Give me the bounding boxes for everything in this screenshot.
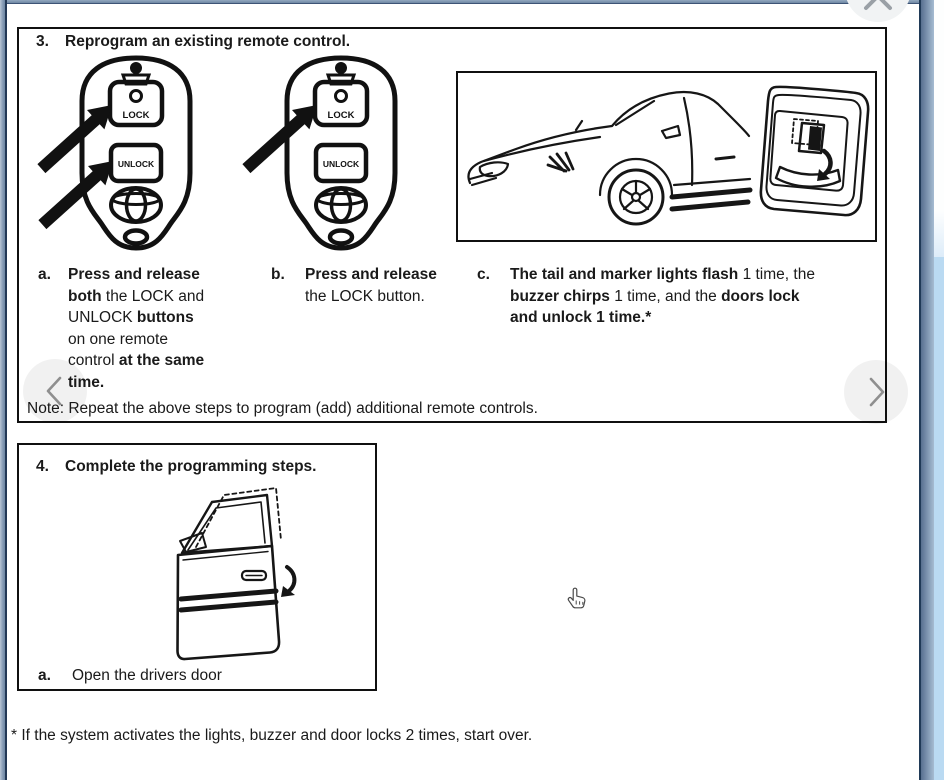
remote-led (335, 62, 347, 74)
step4-substep-text: Open the drivers door (72, 667, 222, 684)
arrow-to-unlock (38, 161, 113, 229)
chevron-left-icon (23, 410, 87, 427)
window-border-gradient (921, 0, 934, 780)
step4-number: 4. (36, 458, 49, 475)
lock-button-label: LOCK (122, 110, 150, 121)
hand-pointer-cursor (565, 586, 589, 619)
step3-title (36, 33, 350, 51)
arrow-to-lock (242, 105, 317, 173)
toyota-logo (111, 188, 161, 222)
remote-led (130, 62, 142, 74)
car-illustration-frame (456, 71, 877, 242)
arrow-to-lock (37, 105, 112, 173)
substep-a-text: Press and release both the LOCK and UNLOCK buttons on one remote control at the same time. (68, 266, 205, 391)
substep-c-label: c. (477, 266, 490, 283)
scrollbar-thumb[interactable] (934, 0, 944, 257)
keyring-hole (125, 231, 147, 244)
car-front-drawing (468, 92, 750, 224)
step4-substep-label: a. (38, 667, 51, 684)
substep-b-label: b. (271, 266, 285, 283)
chevron-right-icon (844, 411, 908, 428)
window-border-top (0, 0, 944, 4)
lock-button-label: LOCK (327, 110, 355, 121)
toyota-logo (316, 188, 366, 222)
scrollbar-track[interactable] (934, 0, 944, 780)
door-open-arrow (287, 567, 294, 591)
footnote: * If the system activates the lights, buzzer and door locks 2 times, start over. (11, 727, 533, 744)
remote-control-illustration-1 (28, 53, 200, 255)
substep-c-text: The tail and marker lights flash 1 time, the buzzer chirps 1 time, and the doors lock and unlock 1 time.* (510, 266, 815, 327)
step4-title-text: Complete the programming steps. (65, 458, 317, 475)
substep-b-text: Press and release the LOCK button. (305, 266, 437, 305)
previous-button[interactable] (23, 359, 87, 423)
next-button[interactable] (844, 360, 908, 424)
unlock-button-label: UNLOCK (117, 159, 155, 169)
window-border-left (0, 0, 7, 780)
door-lock-switch-drawing (761, 87, 868, 215)
step3-note: Note: Repeat the above steps to program (add) additional remote controls. (27, 400, 538, 417)
unlock-button-label: UNLOCK (322, 159, 360, 169)
step3-title-text: Reprogram an existing remote control. (65, 33, 351, 50)
step4-title (36, 458, 316, 476)
remote-control-illustration-2 (233, 53, 405, 255)
substep-a-label: a. (38, 266, 51, 283)
step3-number: 3. (36, 33, 49, 50)
drivers-door-illustration (130, 483, 300, 665)
car-and-lock-switch-illustration (458, 73, 874, 239)
window-border-right (919, 0, 944, 780)
keyring-hole (330, 231, 352, 244)
close-button[interactable] (845, 0, 911, 22)
